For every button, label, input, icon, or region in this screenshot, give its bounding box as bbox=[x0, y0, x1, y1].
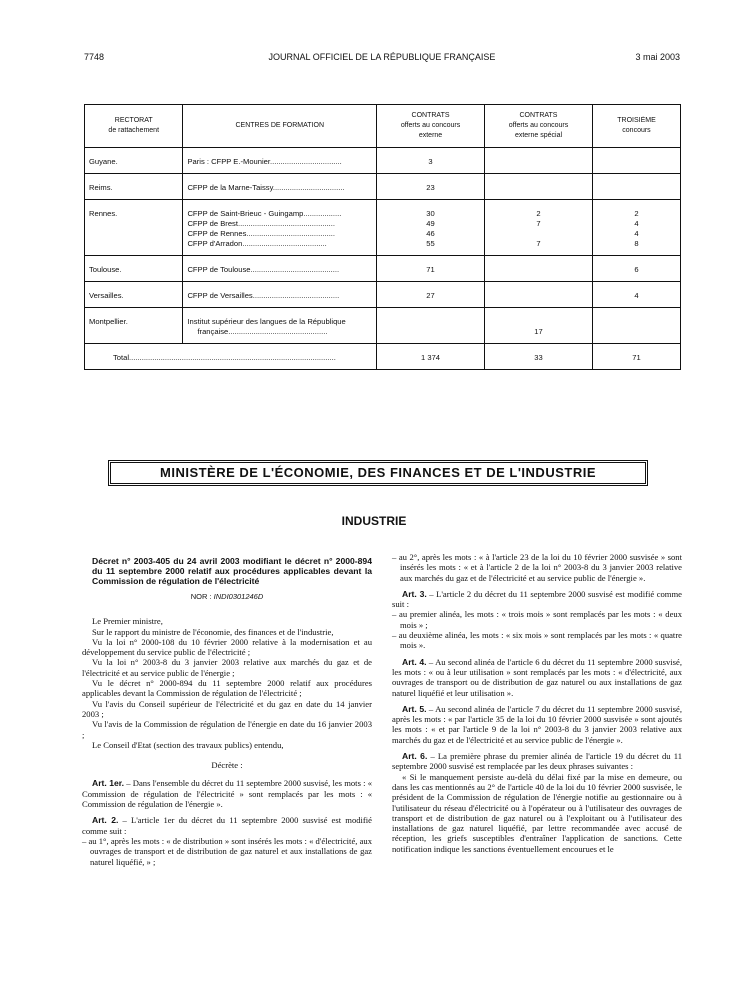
table-row bbox=[85, 148, 681, 174]
cell-centres: CFPP de Toulouse.......................................... bbox=[183, 256, 377, 282]
article-3: Art. 3. – L'article 2 du décret du 11 septembre 2000 susvisé est modifié comme suit : bbox=[392, 588, 682, 610]
paragraph: Sur le rapport du ministre de l'économie, des finances et de l'industrie, bbox=[92, 626, 334, 637]
cell-externe: 23 bbox=[377, 174, 485, 200]
paragraph: Vu l'avis de la Commission de régulation de l'énergie en date du 16 janvier 2003 ; bbox=[82, 719, 372, 740]
header-rectorat: RECTORAT de rattachement bbox=[85, 105, 183, 148]
cell-special bbox=[485, 174, 593, 200]
cell-externe: 30 49 46 55 bbox=[377, 200, 485, 256]
cell-rectorat: Rennes. bbox=[85, 200, 183, 256]
header-externe: CONTRATS offerts au concours externe bbox=[377, 105, 485, 148]
cell-troisieme bbox=[592, 148, 680, 174]
table-header-row bbox=[85, 105, 681, 148]
cell-centres: Paris : CFPP E.-Mounier.................................. bbox=[183, 148, 377, 174]
nor-reference: NOR : INDI0301246D bbox=[190, 592, 264, 601]
cell-troisieme: 2 4 4 8 bbox=[592, 200, 680, 256]
cell-rectorat: Reims. bbox=[85, 174, 183, 200]
cell-centres: Institut supérieur des langues de la République française............................................... bbox=[183, 308, 377, 344]
table-row bbox=[85, 282, 681, 308]
article-4: Art. 4. – Au second alinéa de l'article 6 du décret du 11 septembre 2000 susvisé, les mots : « ou à leur utilisation » sont remplacés par les mots : « d'électricité, aux ouvrages de transport ou de distribution de gaz naturel ou aux installations de gaz naturel liquéfié et leur utilisation ». bbox=[392, 656, 682, 698]
cell-centres: CFPP de la Marne-Taissy.................................. bbox=[183, 174, 377, 200]
cell-centres: CFPP de Saint-Brieuc - Guingamp.................. CFPP de Brest.............................................. CFPP de Rennes.......................................... CFPP d'Arradon........................................ bbox=[183, 200, 377, 256]
page-header bbox=[84, 52, 680, 66]
cell-rectorat: Versailles. bbox=[85, 282, 183, 308]
cell-total-special: 33 bbox=[485, 344, 593, 370]
cell-externe: 3 bbox=[377, 148, 485, 174]
cell-special: 2 7 7 bbox=[485, 200, 593, 256]
cell-troisieme: 4 bbox=[592, 282, 680, 308]
header-centres: CENTRES DE FORMATION bbox=[183, 105, 377, 148]
paragraph: Vu l'avis du Conseil supérieur de l'électricité et du gaz en date du 14 janvier 2003 ; bbox=[82, 698, 372, 719]
cell-troisieme bbox=[592, 308, 680, 344]
cell-rectorat: Toulouse. bbox=[85, 256, 183, 282]
cell-special bbox=[485, 256, 593, 282]
table-total-row bbox=[85, 344, 681, 370]
article-3-item-1: – au premier alinéa, les mots : « trois mois » sont remplacés par les mots : « deux mois » ; bbox=[392, 609, 682, 630]
right-column bbox=[392, 552, 682, 854]
cell-special bbox=[485, 148, 593, 174]
table-row bbox=[85, 174, 681, 200]
header-externe-special: CONTRATS offerts au concours externe spécial bbox=[485, 105, 593, 148]
ministry-heading: MINISTÈRE DE L'ÉCONOMIE, DES FINANCES ET DE L'INDUSTRIE bbox=[108, 460, 648, 486]
table-row bbox=[85, 308, 681, 344]
publication-date: 3 mai 2003 bbox=[635, 52, 680, 62]
article-3-item-2: – au deuxième alinéa, les mots : « six mois » sont remplacés par les mots : « quatre mois ». bbox=[392, 630, 682, 651]
article-2-item: – au 1°, après les mots : « de distribution » sont insérés les mots : « d'électricité, aux ouvrages de transport et de distribution de gaz naturel et aux installations de gaz naturel liquéfié, » ; bbox=[82, 835, 372, 867]
cell-externe: 71 bbox=[377, 256, 485, 282]
paragraph: Le Premier ministre, bbox=[92, 616, 163, 627]
paragraph: Vu la loi n° 2000-108 du 10 février 2000 relative à la modernisation et au développement du service public de l'électricité ; bbox=[82, 636, 372, 658]
cell-rectorat: Guyane. bbox=[85, 148, 183, 174]
cell-special bbox=[485, 282, 593, 308]
article-2-item-2: – au 2°, après les mots : « à l'article 23 de la loi du 10 février 2000 susvisée » sont insérés les mots : « et à l'article 2 de la loi n° 2003-8 du 3 janvier 2003 relative aux marchés du gaz et de l'électricité et au service public de l'énergie ». bbox=[392, 552, 682, 583]
cell-troisieme: 6 bbox=[592, 256, 680, 282]
decrete-line: Décrète : bbox=[211, 760, 243, 771]
header-troisieme: TROISIÈME concours bbox=[592, 105, 680, 148]
article-2: Art. 2. – L'article 1er du décret du 11 septembre 2000 susvisé est modifié comme suit : bbox=[82, 815, 372, 836]
paragraph: Le Conseil d'Etat (section des travaux publics) entendu, bbox=[92, 739, 284, 750]
paragraph: Vu le décret n° 2000-894 du 11 septembre 2000 relatif aux procédures applicables devant la Commission de régulation de l'électricité ; bbox=[82, 678, 372, 699]
article-6-quote: « Si le manquement persiste au-delà du délai fixé par la mise en demeure, ou dans les cas mentionnés au 2° de l'article 40 de la loi du 10 février 2000 susvisée, le président de la Commission de régulation de l'énergie notifie au gestionnaire ou à l'utilisateur du réseau d'électricité ou à l'opérateur ou à l'utilisateur des ouvrages de transport et de distribution de gaz naturel ou à l'exploitant ou à l'utilisateur des installations de gaz naturel liquéfié, par lettre recommandée avec accusé de réception, les griefs susceptibles d'entraîner l'application de sanctions. Cette notification indique les sanctions éventuellement encourues et le bbox=[392, 771, 682, 854]
cell-externe bbox=[377, 308, 485, 344]
table-row bbox=[85, 256, 681, 282]
article-1: Art. 1er. – Dans l'ensemble du décret du 11 septembre 2000 susvisé, les mots : « Commission de régulation de l'électricité » sont remplacés par les mots : « Commission de régulation de l'énergie ». bbox=[82, 778, 372, 810]
cell-total-label: Total.................................................................................................. bbox=[85, 344, 377, 370]
paragraph: Vu la loi n° 2003-8 du 3 janvier 2003 relative aux marchés du gaz et de l'électricité et au service public de l'énergie ; bbox=[82, 657, 372, 678]
cell-total-troisieme: 71 bbox=[592, 344, 680, 370]
left-column bbox=[82, 556, 372, 867]
cell-troisieme bbox=[592, 174, 680, 200]
cell-total-externe: 1 374 bbox=[377, 344, 485, 370]
cell-rectorat: Montpellier. bbox=[85, 308, 183, 344]
article-6: Art. 6. – La première phrase du premier alinéa de l'article 19 du décret du 11 septembre 2000 susvisé est remplacée par les deux phrases suivantes : bbox=[392, 751, 683, 772]
table-row bbox=[85, 200, 681, 256]
contracts-table bbox=[84, 104, 681, 370]
cell-centres: CFPP de Versailles......................................... bbox=[183, 282, 377, 308]
journal-title: JOURNAL OFFICIEL DE LA RÉPUBLIQUE FRANÇAISE bbox=[268, 52, 496, 62]
cell-externe: 27 bbox=[377, 282, 485, 308]
decree-title: Décret n° 2003-405 du 24 avril 2003 modifiant le décret n° 2000-894 du 11 septembre 2000 relatif aux procédures applicables devant la Commission de régulation de l'électricité bbox=[92, 556, 372, 586]
article-5: Art. 5. – Au second alinéa de l'article 7 du décret du 11 septembre 2000 susvisé, après les mots : « par l'article 35 de la loi du 10 février 2000 susvisée » sont ajoutés les mots : « et par l'article 9 de la loi n° 2003-8 du 3 janvier 2003 relative aux marchés du gaz et de l'électricité et au service public de l'énergie ». bbox=[392, 703, 682, 745]
cell-special: 17 bbox=[485, 308, 593, 344]
section-heading: INDUSTRIE bbox=[341, 514, 407, 528]
page-number: 7748 bbox=[84, 52, 105, 62]
